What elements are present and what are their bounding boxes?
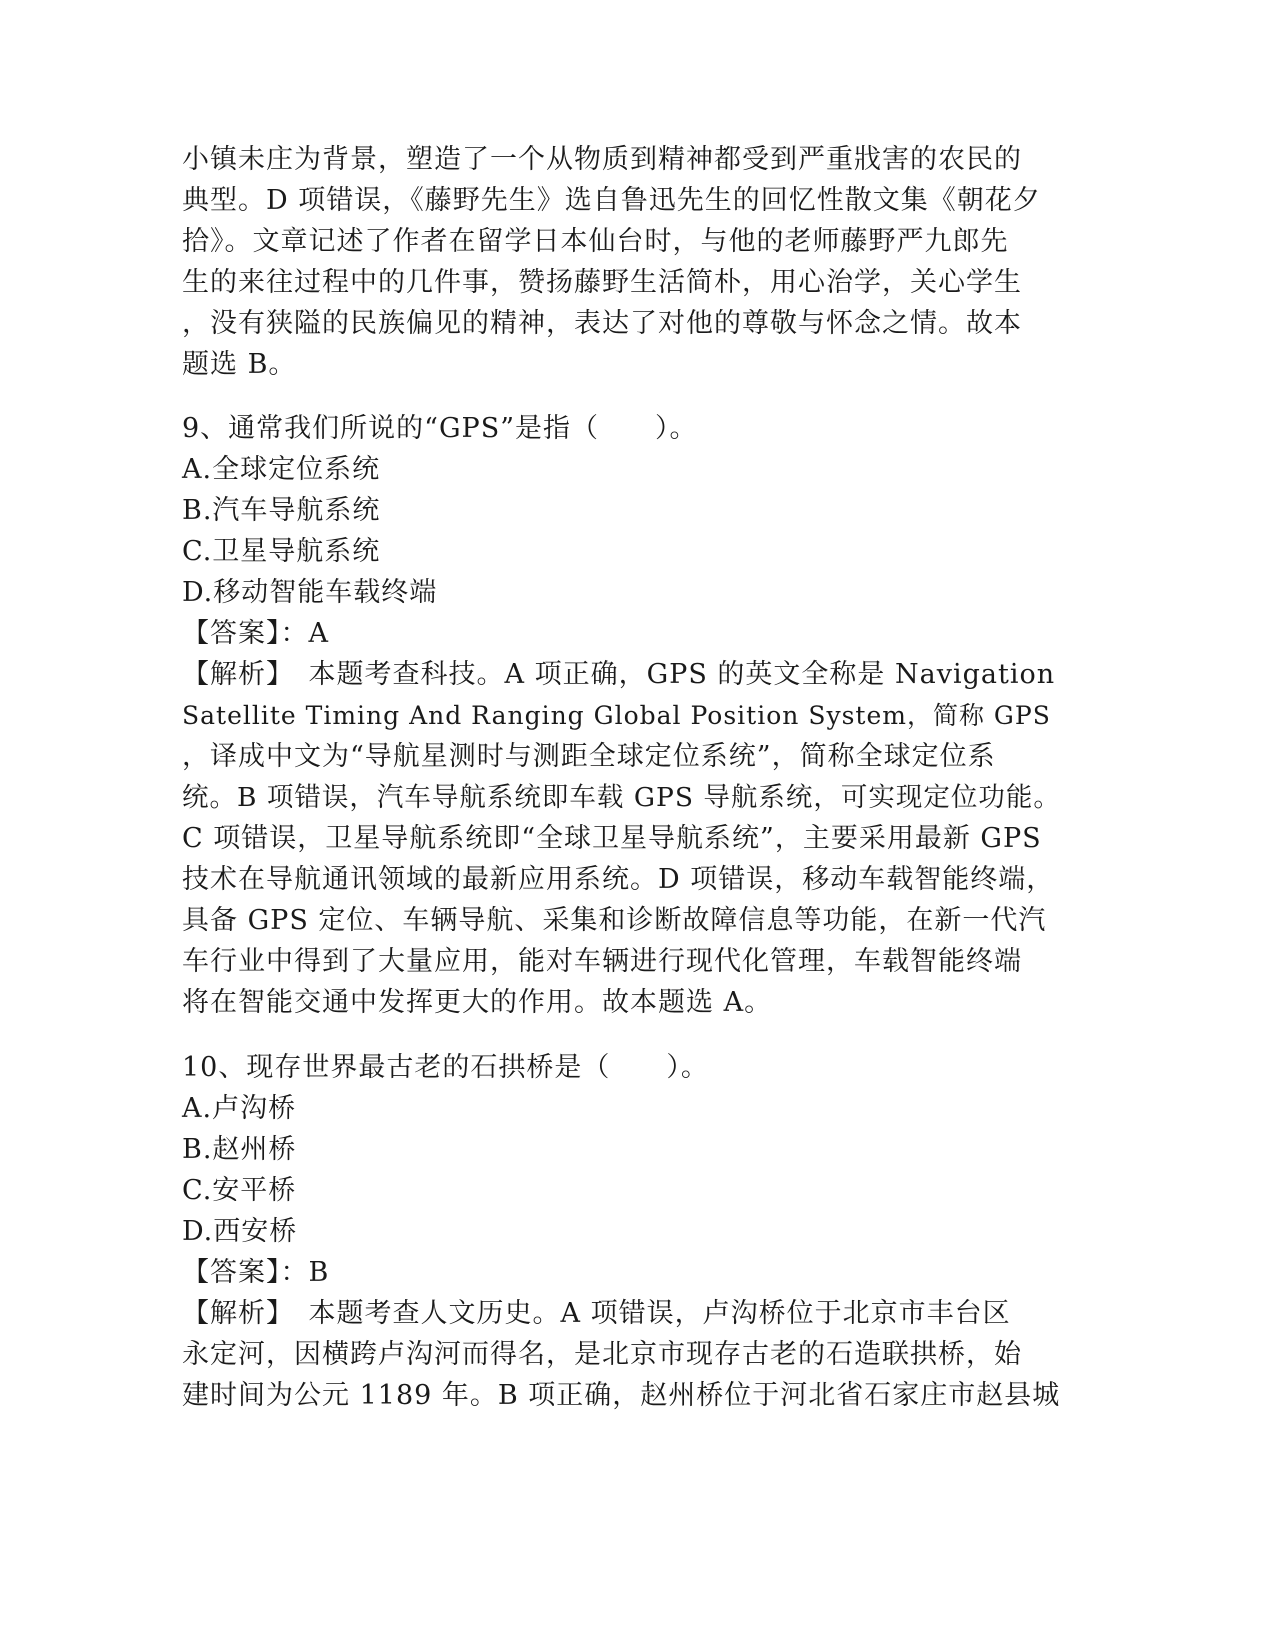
option-c: C.安平桥 bbox=[182, 1175, 297, 1206]
answer-line: 【答案】：B bbox=[182, 1257, 330, 1288]
analysis-line: 【解析】 本题考查人文历史。A 项错误，卢沟桥位于北京市丰台区 bbox=[182, 1298, 1011, 1329]
analysis-line: 永定河，因横跨卢沟河而得名，是北京市现存古老的石造联拱桥，始 bbox=[182, 1339, 1022, 1370]
analysis-line: C 项错误，卫星导航系统即“全球卫星导航系统”，主要采用最新 GPS bbox=[182, 823, 1042, 854]
text-line: 小镇未庄为背景，塑造了一个从物质到精神都受到严重戕害的农民的 bbox=[182, 144, 1022, 175]
option-a: A.卢沟桥 bbox=[182, 1093, 297, 1124]
text-line: 题选 B。 bbox=[182, 349, 297, 380]
option-c: C.卫星导航系统 bbox=[182, 536, 381, 567]
analysis-line: 具备 GPS 定位、车辆导航、采集和诊断故障信息等功能，在新一代汽 bbox=[182, 905, 1047, 936]
analysis-line: Satellite Timing And Ranging Global Position System，简称 GPS bbox=[182, 701, 1051, 730]
text-line: 生的来往过程中的几件事，赞扬藤野生活简朴，用心治学，关心学生 bbox=[182, 267, 1022, 298]
option-d: D.西安桥 bbox=[182, 1216, 298, 1247]
answer-line: 【答案】：A bbox=[182, 618, 329, 649]
option-d: D.移动智能车载终端 bbox=[182, 577, 438, 608]
analysis-line: 将在智能交通中发挥更大的作用。故本题选 A。 bbox=[182, 987, 773, 1018]
question-10 bbox=[182, 1050, 1062, 1440]
analysis-line: 建时间为公元 1189 年。B 项正确，赵州桥位于河北省石家庄市赵县城 bbox=[182, 1380, 1061, 1411]
analysis-line: 统。B 项错误，汽车导航系统即车载 GPS 导航系统，可实现定位功能。 bbox=[182, 782, 1061, 813]
option-b: B.汽车导航系统 bbox=[182, 495, 381, 526]
text-line: 拾》。文章记述了作者在留学日本仙台时，与他的老师藤野严九郎先 bbox=[182, 226, 1009, 257]
question-9 bbox=[182, 411, 1062, 1031]
question-stem: 9、通常我们所说的“GPS”是指（ ）。 bbox=[182, 413, 698, 444]
analysis-line: 【解析】 本题考查科技。A 项正确，GPS 的英文全称是 Navigation bbox=[182, 659, 1056, 690]
question-stem: 10、现存世界最古老的石拱桥是（ ）。 bbox=[182, 1052, 709, 1083]
q8-analysis-continuation bbox=[182, 142, 1062, 382]
analysis-line: ，译成中文为“导航星测时与测距全球定位系统”，简称全球定位系 bbox=[182, 741, 996, 772]
text-line: 典型。D 项错误，《藤野先生》选自鲁迅先生的回忆性散文集《朝花夕 bbox=[182, 185, 1041, 216]
text-line: ，没有狭隘的民族偏见的精神，表达了对他的尊敬与怀念之情。故本 bbox=[182, 308, 1022, 339]
option-b: B.赵州桥 bbox=[182, 1134, 297, 1165]
option-a: A.全球定位系统 bbox=[182, 454, 381, 485]
analysis-line: 技术在导航通讯领域的最新应用系统。D 项错误，移动车载智能终端， bbox=[182, 864, 1055, 895]
analysis-line: 车行业中得到了大量应用，能对车辆进行现代化管理，车载智能终端 bbox=[182, 946, 1022, 977]
